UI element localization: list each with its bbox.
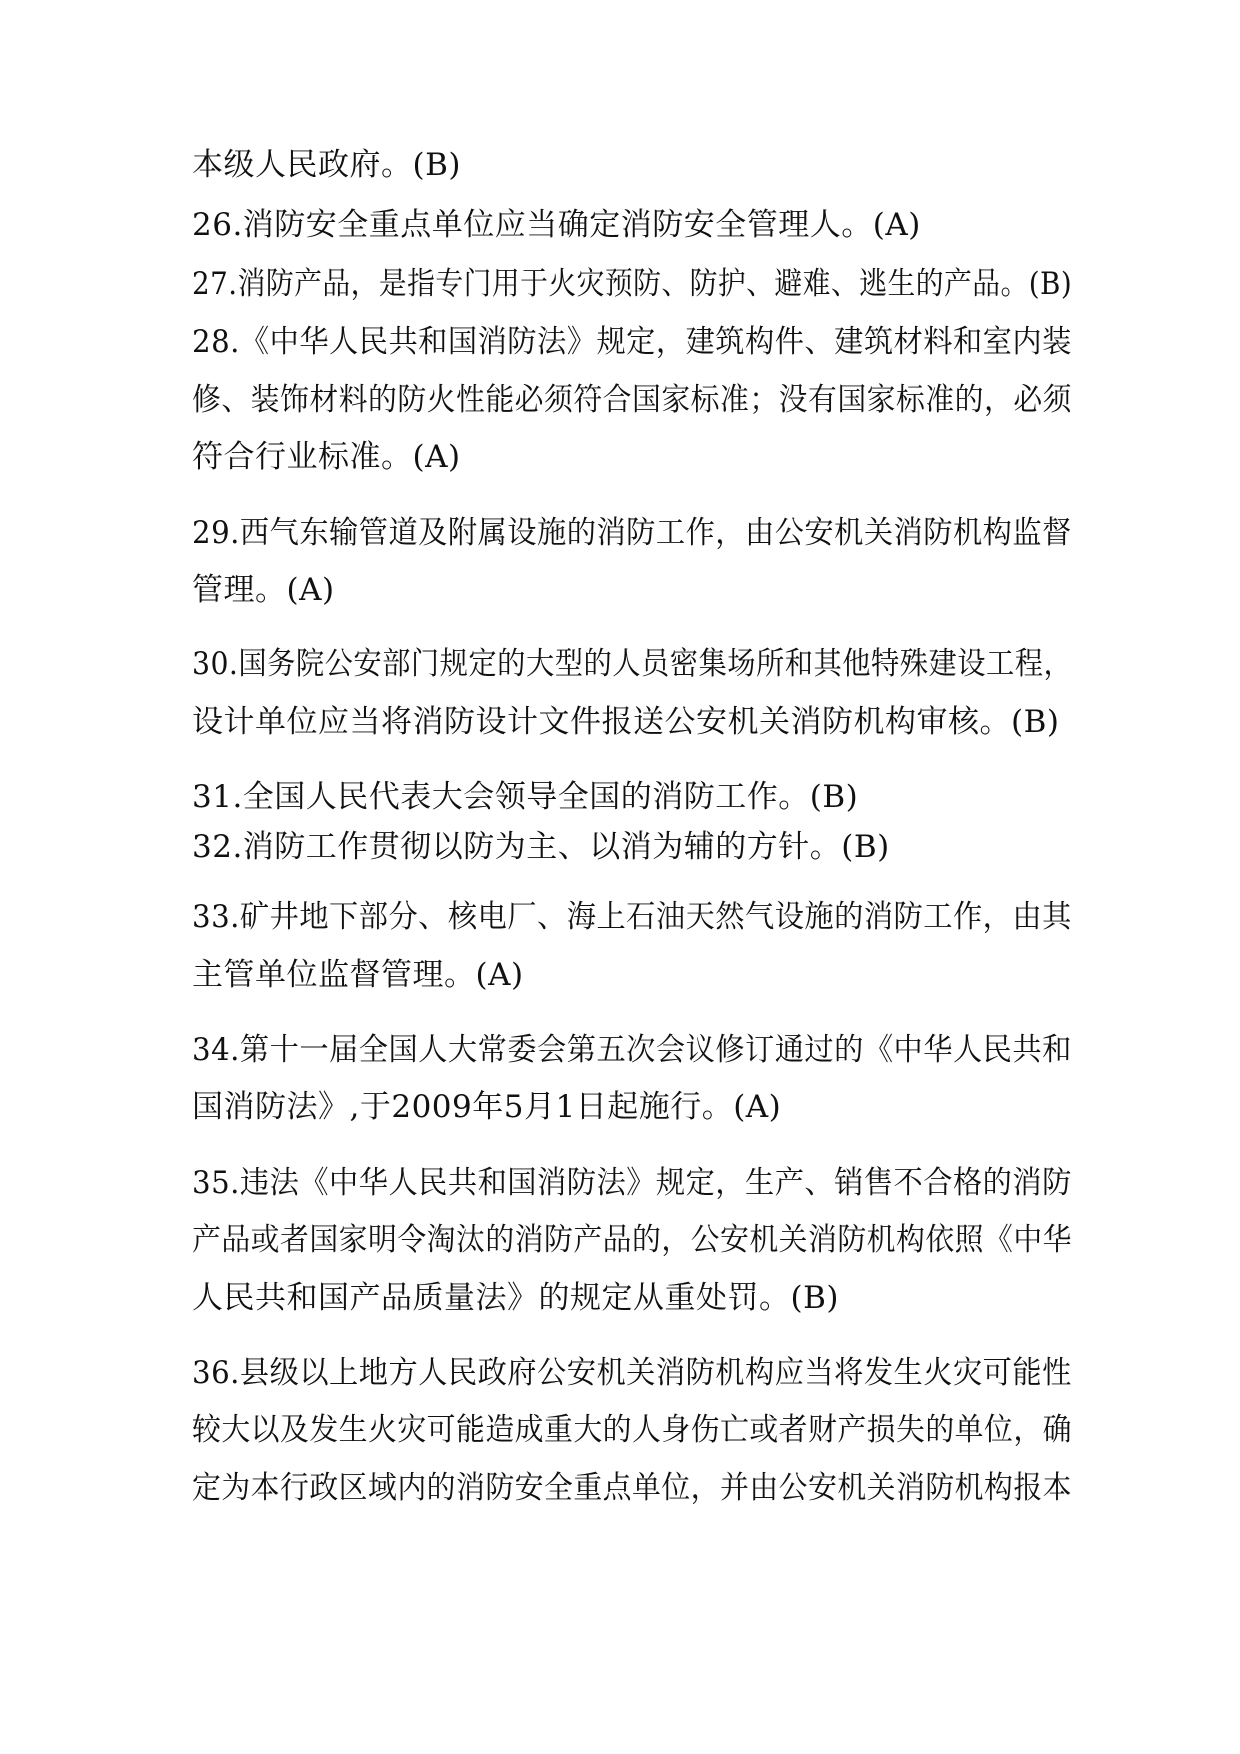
text-line: 主管单位监督管理。(A) [192,957,524,993]
text-line: 定为本行政区域内的消防安全重点单位，并由公安机关消防机构报本 [192,1470,1072,1506]
item-33: 33.矿井地下部分、核电厂、海上石油天然气设施的消防工作，由其 [192,899,1072,935]
item-30: 30.国务院公安部门规定的大型的人员密集场所和其他特殊建设工程， [192,646,1073,682]
item-28: 28.《中华人民共和国消防法》规定，建筑构件、建筑材料和室内装 [192,324,1072,360]
item-34: 34.第十一届全国人大常委会第五次会议修订通过的《中华人民共和 [192,1032,1072,1068]
text-line: 人民共和国产品质量法》的规定从重处罚。(B) [192,1280,839,1316]
text-line: 国消防法》,于2009年5月1日起施行。(A) [192,1089,782,1125]
text-line: 产品或者国家明令淘汰的消防产品的，公安机关消防机构依照《中华 [192,1222,1072,1258]
item-26: 26.消防安全重点单位应当确定消防安全管理人。(A) [192,207,921,243]
item-32: 32.消防工作贯彻以防为主、以消为辅的方针。(B) [192,829,890,865]
item-35: 35.违法《中华人民共和国消防法》规定，生产、销售不合格的消防 [192,1165,1072,1201]
item-36: 36.县级以上地方人民政府公安机关消防机构应当将发生火灾可能性 [192,1355,1072,1391]
item-31: 31.全国人民代表大会领导全国的消防工作。(B) [192,779,859,815]
text-line: 管理。(A) [192,572,335,608]
item-29: 29.西气东输管道及附属设施的消防工作，由公安机关消防机构监督 [192,515,1072,551]
item-27: 27.消防产品，是指专门用于火灾预防、防护、避难、逃生的产品。(B) [192,266,1073,302]
text-line: 修、装饰材料的防火性能必须符合国家标准；没有国家标准的，必须 [192,382,1072,418]
text-line: 设计单位应当将消防设计文件报送公安机关消防机构审核。(B) [192,704,1060,740]
text-line: 符合行业标准。(A) [192,439,461,475]
text-line: 本级人民政府。(B) [192,147,461,183]
text-line: 较大以及发生火灾可能造成重大的人身伤亡或者财产损失的单位，确 [192,1412,1072,1448]
